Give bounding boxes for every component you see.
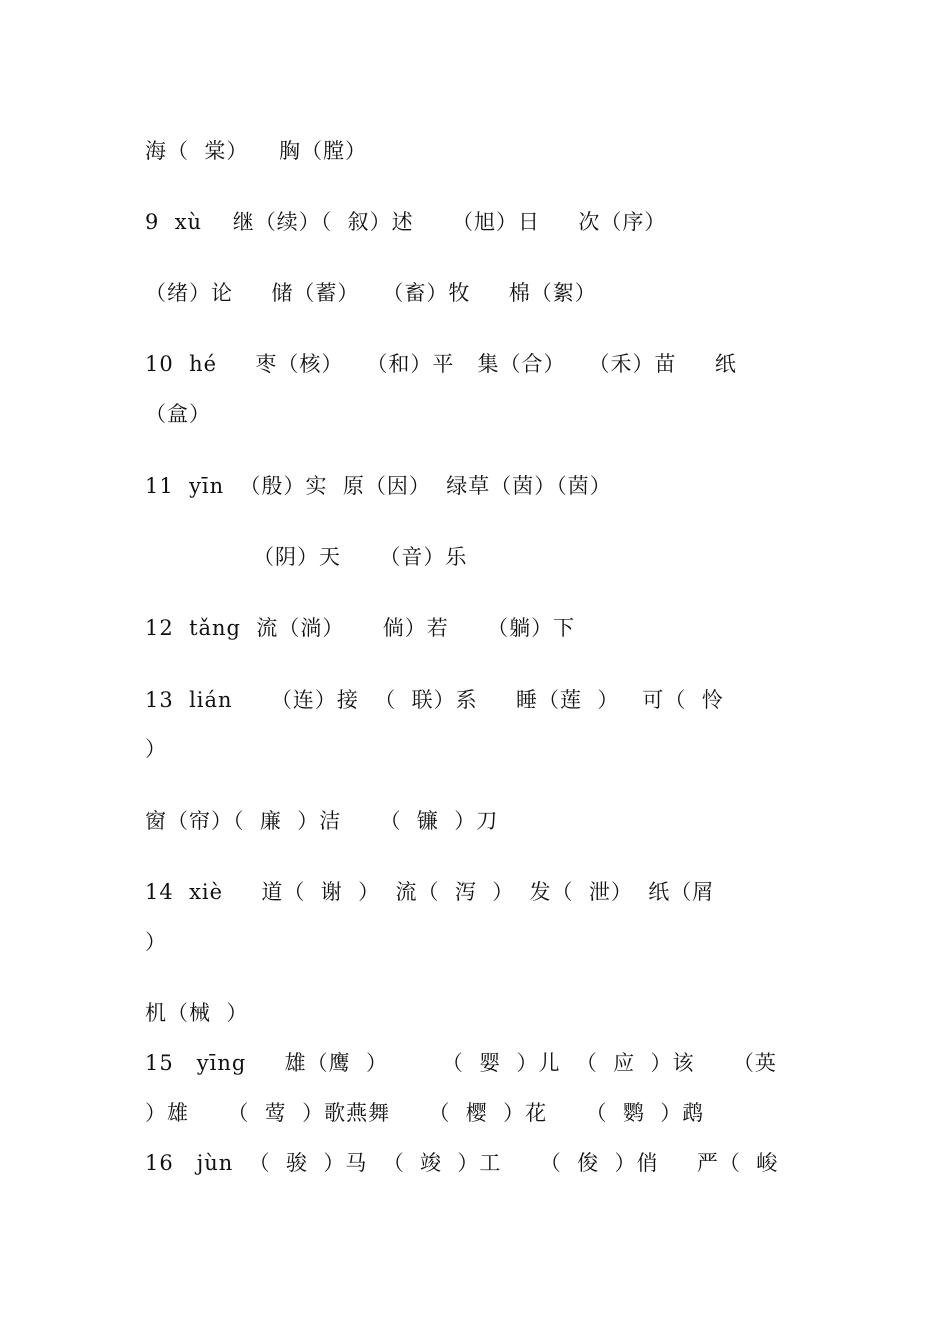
text-line-13: ） bbox=[145, 930, 167, 954]
text-line-11: 窗（帘）（ 廉 ）洁 （ 镰 ）刀 bbox=[145, 809, 499, 833]
text-line-8: 12 tǎng 流（淌） 倘）若 （躺）下 bbox=[145, 616, 576, 640]
text-line-5: （盒） bbox=[145, 402, 211, 426]
text-line-7: （阴）天 （音）乐 bbox=[253, 545, 468, 569]
text-line-6: 11 yīn （殷）实 原（因） 绿草（茵）（茵） bbox=[145, 474, 612, 498]
text-line-2: 9 xù 继（续）（ 叙）述 （旭）日 次（序） bbox=[145, 210, 667, 234]
text-line-4: 10 hé 枣（核） （和）平 集（合） （禾）苗 纸 bbox=[145, 352, 737, 376]
text-line-17: 16 jùn （ 骏 ）马 （ 竣 ）工 （ 俊 ）俏 严（ 峻 bbox=[145, 1151, 779, 1175]
text-line-14: 机（械 ） bbox=[145, 1001, 249, 1025]
text-line-10: ） bbox=[145, 737, 167, 761]
text-line-9: 13 lián （连）接 （ 联）系 睡（莲 ） 可（ 怜 bbox=[145, 688, 724, 712]
text-line-1: 海（ 棠） 胸（膛） bbox=[145, 139, 368, 163]
text-line-12: 14 xiè 道（ 谢 ） 流（ 泻 ） 发（ 泄） 纸（屑 bbox=[145, 880, 715, 904]
text-line-16: ）雄 （ 莺 ）歌燕舞 （ 樱 ）花 （ 鹦 ）鹉 bbox=[145, 1101, 705, 1125]
text-line-3: （绪）论 储（蓄） （畜）牧 棉（絮） bbox=[145, 281, 597, 305]
text-line-15: 15 yīng 雄（鹰 ） （ 婴 ）儿 （ 应 ）该 （英 bbox=[145, 1051, 777, 1075]
